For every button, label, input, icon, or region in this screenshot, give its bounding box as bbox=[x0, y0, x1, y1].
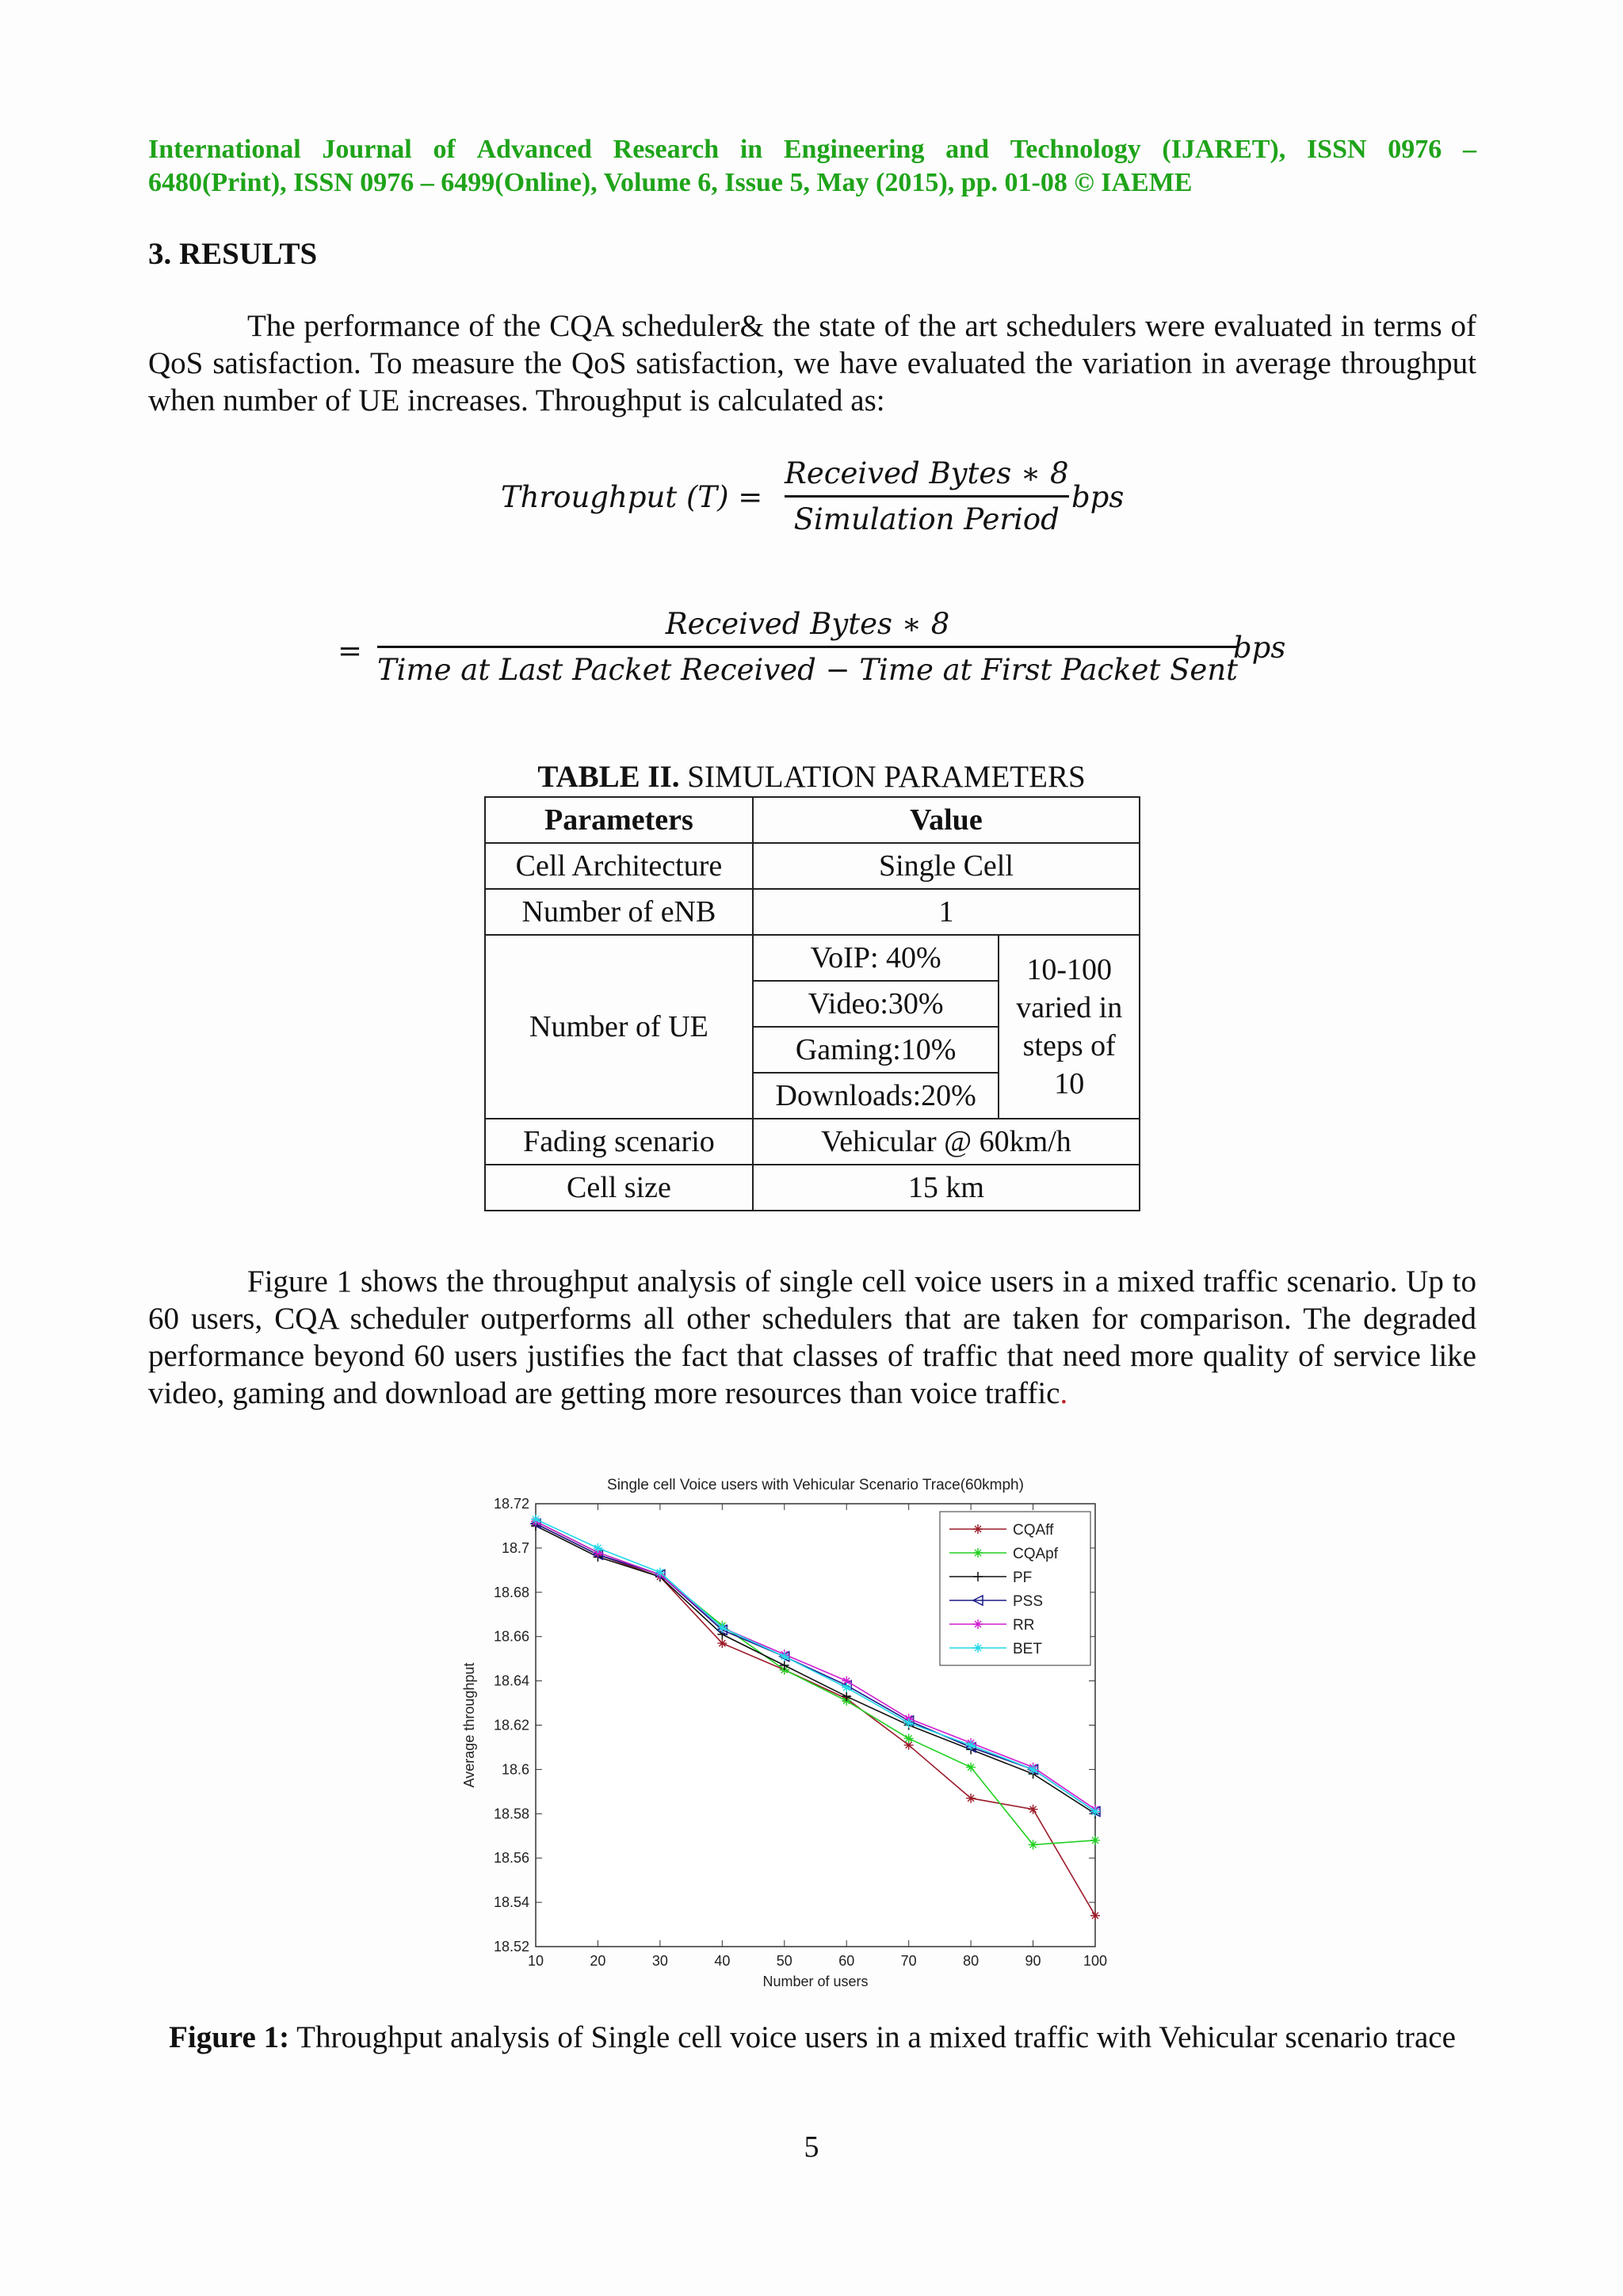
header-word: ISSN bbox=[1306, 135, 1367, 164]
header-word: Technology bbox=[1010, 135, 1141, 164]
equation1-fraction bbox=[785, 456, 1069, 536]
equation2-numerator: Received Bytes ∗ 8 bbox=[665, 607, 950, 641]
table-cell: Fading scenario bbox=[485, 1119, 753, 1165]
y-tick-label: 18.64 bbox=[493, 1672, 529, 1689]
y-axis-label: Average throughput bbox=[461, 1662, 477, 1788]
table-cell: Cell size bbox=[485, 1165, 753, 1211]
legend-label: CQApf bbox=[1013, 1546, 1059, 1562]
x-tick-label: 30 bbox=[651, 1953, 668, 1969]
legend-label: CQAff bbox=[1013, 1522, 1054, 1539]
header-word: Advanced bbox=[476, 135, 592, 164]
equation2-denominator: Time at Last Packet Received − Time at First Packet Sent bbox=[377, 653, 1239, 687]
table-header-cell: Parameters bbox=[485, 797, 753, 843]
header-word: Engineering bbox=[783, 135, 925, 164]
table-row bbox=[485, 1119, 1140, 1165]
table-header-row bbox=[485, 797, 1140, 843]
header-word: Journal bbox=[322, 135, 412, 164]
header-word: Research bbox=[613, 135, 720, 164]
legend-label: PSS bbox=[1013, 1593, 1044, 1610]
table-caption-label: TABLE II. bbox=[537, 760, 680, 794]
x-tick-label: 70 bbox=[900, 1953, 917, 1969]
journal-header-line2: 6480(Print), ISSN 0976 – 6499(Online), Volume 6, Issue 5, May (2015), pp. 01-08 © IAEME bbox=[148, 168, 1193, 197]
journal-header bbox=[148, 133, 1476, 200]
figure-caption-text: Throughput analysis of Single cell voice users in a mixed traffic with Vehicular scenario trace bbox=[289, 2020, 1456, 2054]
header-word: 0976 bbox=[1388, 135, 1442, 164]
legend-label: PF bbox=[1013, 1569, 1033, 1586]
table-row bbox=[485, 843, 1140, 889]
table-cell: Gaming:10% bbox=[753, 1027, 999, 1073]
equation2-lhs: = bbox=[338, 634, 363, 668]
figure-caption bbox=[148, 2019, 1476, 2057]
throughput-chart bbox=[452, 1466, 1125, 1997]
fraction-bar bbox=[785, 495, 1069, 498]
table-cell: Number of eNB bbox=[485, 889, 753, 935]
y-tick-label: 18.52 bbox=[493, 1939, 529, 1955]
x-tick-label: 10 bbox=[527, 1953, 544, 1969]
y-tick-label: 18.6 bbox=[501, 1761, 529, 1778]
table-cell: 10-100 varied in steps of 10 bbox=[999, 935, 1140, 1119]
x-tick-label: 100 bbox=[1083, 1953, 1108, 1969]
section-title: 3. RESULTS bbox=[148, 237, 318, 271]
throughput-figure bbox=[452, 1466, 1125, 1997]
simulation-parameters-table bbox=[484, 796, 1140, 1211]
header-word: in bbox=[739, 135, 763, 164]
table-cell: Single Cell bbox=[753, 843, 1140, 889]
table-caption-text: SIMULATION PARAMETERS bbox=[679, 760, 1086, 794]
x-tick-label: 80 bbox=[963, 1953, 980, 1969]
table-cell: 1 bbox=[753, 889, 1140, 935]
header-word: and bbox=[945, 135, 989, 164]
y-tick-label: 18.7 bbox=[501, 1539, 529, 1556]
paragraph-text: Figure 1 shows the throughput analysis of single cell voice users in a mixed traffic scenario. Up to 60 users, CQA scheduler outperforms all other schedulers that are taken for comparison. The degraded performance beyond 60 users justifies the fact that classes of traffic that need more quality of service like video, gaming and download are getting more resources than voice traffic bbox=[148, 1264, 1476, 1410]
table-row bbox=[485, 889, 1140, 935]
fraction-bar bbox=[377, 646, 1238, 648]
page-number: 5 bbox=[804, 2130, 819, 2164]
table-row bbox=[485, 1165, 1140, 1211]
x-axis-label: Number of users bbox=[762, 1974, 869, 1989]
header-word: (IJARET), bbox=[1162, 135, 1286, 164]
legend-label: RR bbox=[1013, 1617, 1035, 1634]
table-cell: Vehicular @ 60km/h bbox=[753, 1119, 1140, 1165]
y-tick-label: 18.62 bbox=[493, 1717, 529, 1733]
equation1-numerator: Received Bytes ∗ 8 bbox=[785, 456, 1069, 490]
y-tick-label: 18.66 bbox=[493, 1628, 529, 1645]
figure-discussion-paragraph bbox=[148, 1263, 1476, 1412]
equation2-unit: bps bbox=[1233, 631, 1286, 665]
y-tick-label: 18.58 bbox=[493, 1806, 529, 1822]
figure-caption-label: Figure 1: bbox=[169, 2020, 290, 2054]
table-cell: 15 km bbox=[753, 1165, 1140, 1211]
x-tick-label: 40 bbox=[714, 1953, 731, 1969]
paragraph-end: . bbox=[1060, 1376, 1068, 1410]
table-caption bbox=[0, 759, 1623, 795]
header-word: International bbox=[148, 135, 301, 164]
table-cell: VoIP: 40% bbox=[753, 935, 999, 981]
table-cell: Cell Architecture bbox=[485, 843, 753, 889]
y-tick-label: 18.72 bbox=[493, 1496, 529, 1512]
header-word: – bbox=[1462, 135, 1476, 164]
chart-title: Single cell Voice users with Vehicular Scenario Trace(60kmph) bbox=[607, 1477, 1024, 1493]
equation1-lhs: Throughput (T) = bbox=[501, 480, 763, 514]
x-tick-label: 20 bbox=[590, 1953, 606, 1969]
table-row bbox=[485, 935, 1140, 981]
header-word: of bbox=[433, 135, 456, 164]
legend-label: BET bbox=[1013, 1641, 1042, 1657]
x-tick-label: 50 bbox=[776, 1953, 792, 1969]
y-tick-label: 18.54 bbox=[493, 1894, 529, 1911]
equation2-fraction bbox=[377, 607, 1238, 687]
results-paragraph: The performance of the CQA scheduler& the state of the art schedulers were evaluated in terms of QoS satisfaction. To measure the QoS satisfaction, we have evaluated the variation in average throughput when number of UE increases. Throughput is calculated as: bbox=[148, 309, 1476, 418]
x-tick-label: 60 bbox=[838, 1953, 855, 1969]
table-cell: Downloads:20% bbox=[753, 1073, 999, 1119]
y-tick-label: 18.68 bbox=[493, 1584, 529, 1600]
x-tick-label: 90 bbox=[1025, 1953, 1041, 1969]
equation1-unit: bps bbox=[1071, 480, 1125, 514]
journal-header-line1 bbox=[148, 133, 1476, 166]
table-cell: Number of UE bbox=[485, 935, 753, 1119]
table-cell: Video:30% bbox=[753, 981, 999, 1027]
equation1-denominator: Simulation Period bbox=[793, 502, 1060, 536]
table-header-cell: Value bbox=[753, 797, 1140, 843]
y-tick-label: 18.56 bbox=[493, 1850, 529, 1867]
